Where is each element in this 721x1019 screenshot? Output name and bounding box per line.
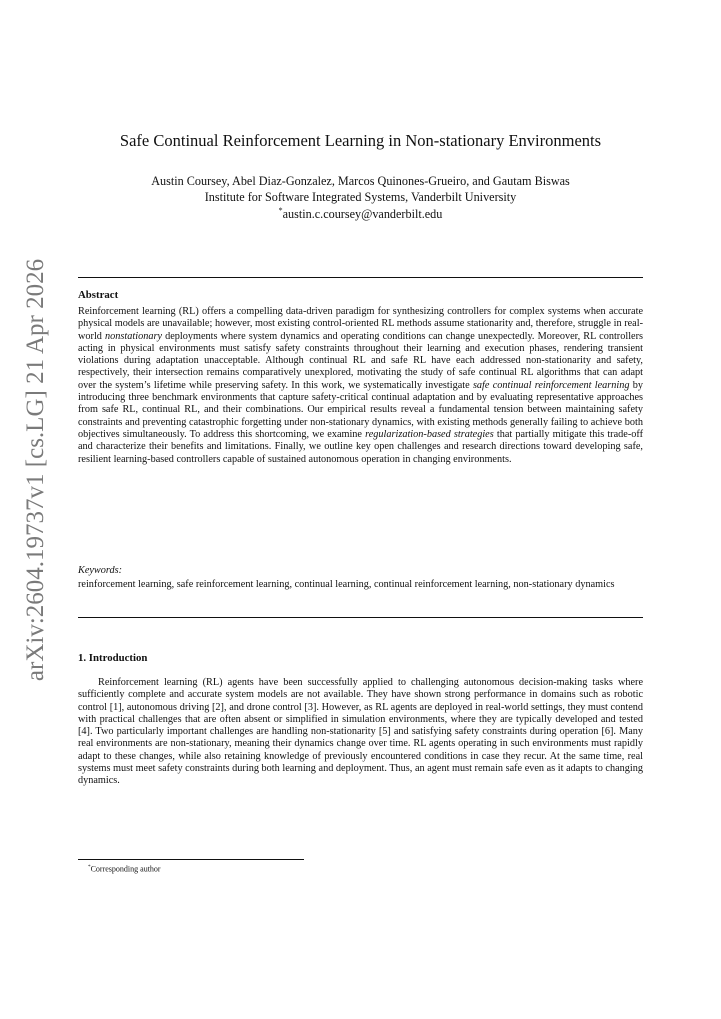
paper-title: Safe Continual Reinforcement Learning in Non-stationary Environments xyxy=(119,131,602,150)
abstract-top-rule xyxy=(78,277,643,278)
abstract-emphasis-2: safe continual reinforcement learning xyxy=(472,379,630,391)
abstract-text xyxy=(78,306,643,466)
abstract-bottom-rule xyxy=(78,617,643,618)
abstract-heading: Abstract xyxy=(78,289,119,301)
abstract-part-1: Reinforcement learning (RL) offers a compelling data-driven paradigm for synthesizing controllers for complex systems when accurate physical models are unavailable; however, most existing control-oriented RL methods assume stationarity and, therefore, struggle in real-world xyxy=(78,306,643,342)
contact-email xyxy=(78,206,643,222)
footnote-rule xyxy=(78,859,304,860)
abstract-part-2: deployments where system dynamics and operating conditions can change unexpectedly. Moreover, RL controllers acting in physical environments must satisfy safety constraints throughout their learning and execution phases, rendering transient violations during adaptation unacceptable. Although continual RL and safe RL have each addressed non-stationarity and safety, respectively, their intersection remains comparatively unexplored, motivating the study of safe continual RL algorithms that can adapt over the system’s lifetime while preserving safety. In this work, we systematically investigate xyxy=(78,330,643,391)
abstract-part-4: that partially mitigate this trade-off and characterize their benefits and limitations. Finally, we outline key open challenges and research directions toward developing safe, resilient learning-based controllers capable of sustained autonomous operation in changing environments. xyxy=(78,428,644,465)
abstract-emphasis-1: nonstationary xyxy=(105,330,162,342)
email-address: austin.c.coursey@vanderbilt.edu xyxy=(282,207,443,222)
abstract-emphasis-3: regularization-based strategies xyxy=(365,428,494,440)
keywords-text: reinforcement learning, safe reinforcement learning, continual learning, continual reinforcement learning, non-stationary dynamics xyxy=(78,579,615,590)
introduction-paragraph: Reinforcement learning (RL) agents have been successfully applied to challenging autonomous decision-making tasks where sufficiently complete and accurate system models are not available. They have shown strong performance in domains such as robotic control [1], autonomous driving [2], and drone control [3]. However, as RL agents are deployed in real-world settings, they must contend with practical challenges that are often absent or simplified in simulation environments, where they are typically developed and tested [4]. Two particularly important challenges are handling non-stationarity [5] and satisfying safety constraints during operation [6]. Many real environments are non-stationary, meaning their dynamics change over time. RL agents operating in such environments must rapidly adapt to these changes, while also retaining knowledge of previously encountered conditions in case they recur. At the same time, real systems must meet safety constraints during both learning and deployment. Thus, an agent must remain safe even as it adapts to changing dynamics. xyxy=(78,677,643,787)
footnote-text: Corresponding author xyxy=(90,864,161,874)
footnote xyxy=(88,864,161,874)
footnote-marker: * xyxy=(88,864,91,870)
email-marker: * xyxy=(278,206,283,215)
abstract-part-3: by introducing three benchmark environments that capture safety-critical continual adaptation and by evaluating representative approaches from safe RL, continual RL, and their combinations. Our empirical results reveal a fundamental tension between maintaining safety constraints and preventing catastrophic forgetting under non-stationary dynamics, with existing methods generally failing to achieve both objectives simultaneously. To address this shortcoming, we examine xyxy=(78,379,644,440)
arxiv-identifier: arXiv:2604.19737v1 [cs.LG] 21 Apr 2026 xyxy=(22,258,49,682)
affiliation: Institute for Software Integrated Systems, Vanderbilt University xyxy=(204,190,517,204)
keywords-heading: Keywords: xyxy=(78,565,123,576)
section-heading-introduction: 1. Introduction xyxy=(78,652,148,664)
arxiv-sidebar-stamp xyxy=(16,258,56,682)
author-list: Austin Coursey, Abel Diaz-Gonzalez, Marcos Quinones-Grueiro, and Gautam Biswas xyxy=(151,174,570,188)
